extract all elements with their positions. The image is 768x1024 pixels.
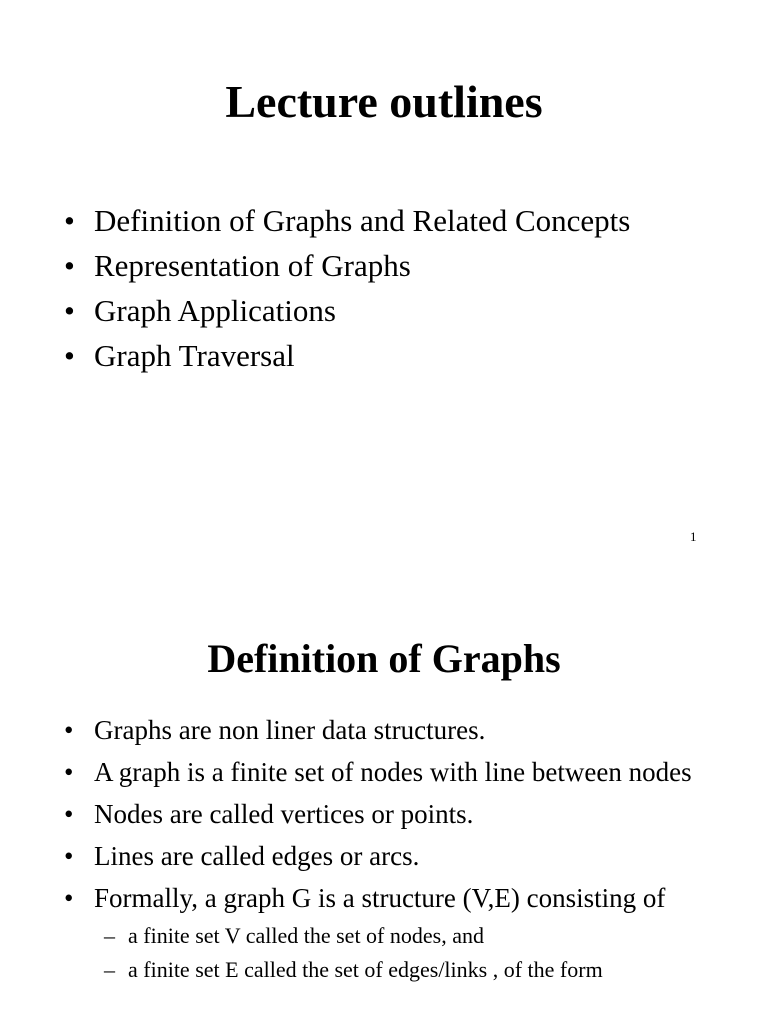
bullet-item <box>64 243 728 288</box>
bullet-list <box>64 712 738 992</box>
bullet-item <box>64 796 738 833</box>
sub-bullet-text: a finite set V called the set of nodes, and <box>128 923 484 948</box>
bullet-item <box>64 333 728 378</box>
slide-title: Definition of Graphs <box>207 636 561 681</box>
bullet-item <box>64 754 738 791</box>
bullet-icon: • <box>64 883 74 913</box>
sub-bullet-item <box>94 953 738 987</box>
dash-icon: – <box>104 957 115 982</box>
bullet-icon: • <box>64 799 74 829</box>
bullet-text: Formally, a graph G is a structure (V,E) consisting of <box>94 883 666 913</box>
bullet-text: Graph Applications <box>94 293 336 328</box>
bullet-text: Graph Traversal <box>94 338 295 373</box>
slide-definition-of-graphs <box>0 590 768 1024</box>
bullet-item <box>64 288 728 333</box>
bullet-item <box>64 838 738 875</box>
bullet-icon: • <box>64 715 74 745</box>
bullet-icon: • <box>64 757 74 787</box>
bullet-item <box>64 880 738 987</box>
bullet-item <box>64 198 728 243</box>
bullet-icon: • <box>64 293 75 328</box>
bullet-icon: • <box>64 248 75 283</box>
sub-bullet-text: a finite set E called the set of edges/links , of the form <box>128 957 603 982</box>
bullet-text: Definition of Graphs and Related Concepts <box>94 203 631 238</box>
bullet-text: A graph is a finite set of nodes with line between nodes <box>94 757 692 787</box>
bullet-list <box>64 198 728 378</box>
bullet-icon: • <box>64 203 75 238</box>
bullet-icon: • <box>64 338 75 373</box>
bullet-text: Lines are called edges or arcs. <box>94 841 420 871</box>
bullet-text: Nodes are called vertices or points. <box>94 799 474 829</box>
sub-bullet-list <box>94 919 738 987</box>
slide-title: Lecture outlines <box>225 76 543 127</box>
dash-icon: – <box>104 923 115 948</box>
bullet-item <box>64 712 738 749</box>
sub-bullet-item <box>94 919 738 953</box>
page-number: 1 <box>690 529 697 544</box>
bullet-text: Graphs are non liner data structures. <box>94 715 486 745</box>
bullet-text: Representation of Graphs <box>94 248 411 283</box>
bullet-icon: • <box>64 841 74 871</box>
